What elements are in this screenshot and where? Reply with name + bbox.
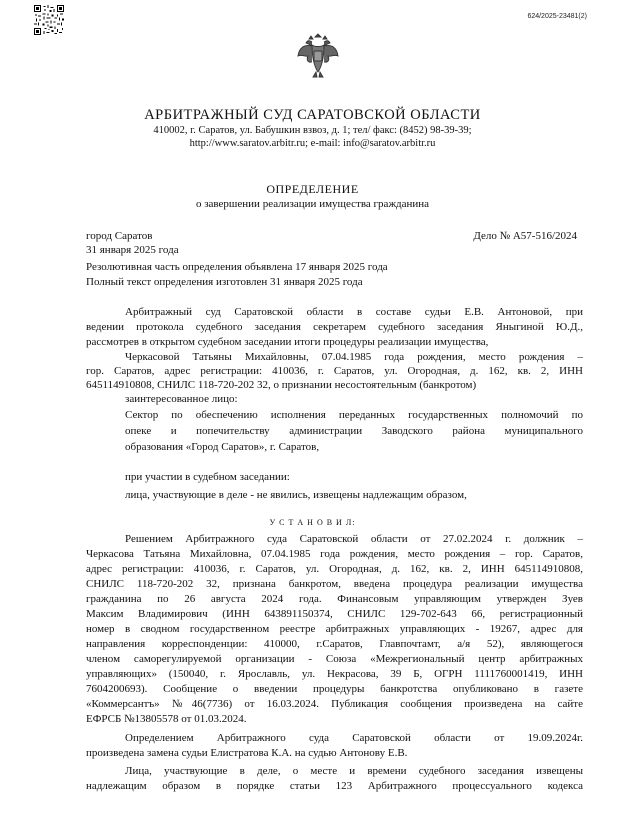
paragraph-5-line: произведена замена судьи Елистратова К.А. на судью Антонову Е.В. xyxy=(86,747,408,759)
paragraph-4-line: направления корреспонденции: 410000, г.Саратов, Главпочтамт, а/я 52), являющегося xyxy=(86,638,583,650)
participation-label: при участии в судебном заседании: xyxy=(125,471,290,483)
paragraph-4-line: 7604200693). Сообщение о введении процедуры банкротства опубликовано в газете xyxy=(86,683,583,695)
paragraph-2-line: гор. Саратов, адрес регистрации: 410036, г. Саратов, ул. Огородная, д. 162, кв. 2, ИНН xyxy=(86,365,583,377)
paragraph-6-line: Лица, участвующие в деле, о месте и времени судебного заседания извещены xyxy=(125,765,583,777)
document-id: 624/2025-23481(2) xyxy=(527,13,587,20)
document-subtitle: о завершении реализации имущества гражданина xyxy=(195,198,430,210)
paragraph-4-line: номер в сводном государственном реестре арбитражных управляющих - 19267, адрес для xyxy=(86,623,583,635)
paragraph-3-line: Сектор по обеспечению исполнения переданных государственных полномочий по xyxy=(125,409,583,421)
city-label: город Саратов xyxy=(86,230,153,242)
interested-party-label: заинтересованное лицо: xyxy=(125,393,238,405)
paragraph-6-line: надлежащим образом в порядке статьи 123 Арбитражного процессуального кодекса xyxy=(86,780,583,792)
russian-coat-of-arms-icon xyxy=(296,30,340,80)
paragraph-2-line: 645114910808, СНИЛС 118-720-202 32, о признании несостоятельным (банкротом) xyxy=(86,379,477,391)
resolution-announced-line: Резолютивная часть определения объявлена 17 января 2025 года xyxy=(86,261,388,273)
paragraph-2-line: Черкасовой Татьяны Михайловны, 07.04.1985 года рождения, место рождения – xyxy=(125,351,583,363)
paragraph-4-line: членом саморегулируемой организации - Союза «Межрегиональный центр арбитражных xyxy=(86,653,583,665)
paragraph-3-line: образования «Город Саратов», г. Саратов, xyxy=(125,441,320,453)
established-heading: У С Т А Н О В И Л: xyxy=(269,518,356,527)
attendees-line: лица, участвующие в деле - не явились, извещены надлежащим образом, xyxy=(125,489,467,501)
paragraph-4-line: управляющих» (150040, г. Ярославль, ул. Некрасова, 39 Б, ОГРН 1111760001419, ИНН xyxy=(86,668,583,680)
document-title: ОПРЕДЕЛЕНИЕ xyxy=(266,182,359,196)
court-website-email: http://www.saratov.arbitr.ru; e-mail: info@saratov.arbitr.ru xyxy=(189,138,436,149)
paragraph-4-line: адрес регистрации: 410036, г. Саратов, ул. Огородная, д. 162, кв. 2, ИНН 645114910808, xyxy=(86,563,583,575)
paragraph-4-line: СНИЛС 118-720-202 32, признана банкротом, введена процедура реализации имущества xyxy=(86,578,583,590)
paragraph-1-line: ведении протокола судебного заседания секретарем судебного заседания Яныгиной Ю.Д., xyxy=(86,321,583,333)
paragraph-4-line: Решением Арбитражного суда Саратовской области от 27.02.2024 г. должник – xyxy=(125,533,583,545)
paragraph-1-line: Арбитражный суд Саратовской области в составе судьи Е.В. Антоновой, при xyxy=(125,306,583,318)
case-number: Дело № А57-516/2024 xyxy=(473,230,577,242)
paragraph-4-line: «Коммерсантъ» №46(7736) от 16.03.2024. Публикация сообщения произведена на сайте xyxy=(86,698,583,710)
paragraph-4-line: ЕФРСБ №13805578 от 01.03.2024. xyxy=(86,713,247,725)
court-name: АРБИТРАЖНЫЙ СУД САРАТОВСКОЙ ОБЛАСТИ xyxy=(144,107,481,123)
document-date: 31 января 2025 года xyxy=(86,244,179,256)
paragraph-3-line: опеке и попечительству администрации Заводского района муниципального xyxy=(125,425,583,437)
paragraph-5-line: Определением Арбитражного суда Саратовской области от 19.09.2024г. xyxy=(125,732,583,744)
paragraph-4-line: Максим Владимирович (ИНН 643891150374, СНИЛС 129-702-643 66, регистрационный xyxy=(86,608,583,620)
court-address: 410002, г. Саратов, ул. Бабушкин взвоз, д. 1; тел/ факс: (8452) 98-39-39; xyxy=(153,125,472,136)
paragraph-4-line: гражданина по 26 августа 2024 года. Финансовым управляющим утвержден Зуев xyxy=(86,593,583,605)
paragraph-1-line: рассмотрев в открытом судебном заседании итоги процедуры реализации имущества, xyxy=(86,336,489,348)
paragraph-4-line: Черкасова Татьяна Михайловна, 07.04.1985 года рождения, место рождения – гор. Саратов, xyxy=(86,548,583,560)
full-text-made-line: Полный текст определения изготовлен 31 января 2025 года xyxy=(86,276,363,288)
qr-code-icon xyxy=(34,5,64,35)
